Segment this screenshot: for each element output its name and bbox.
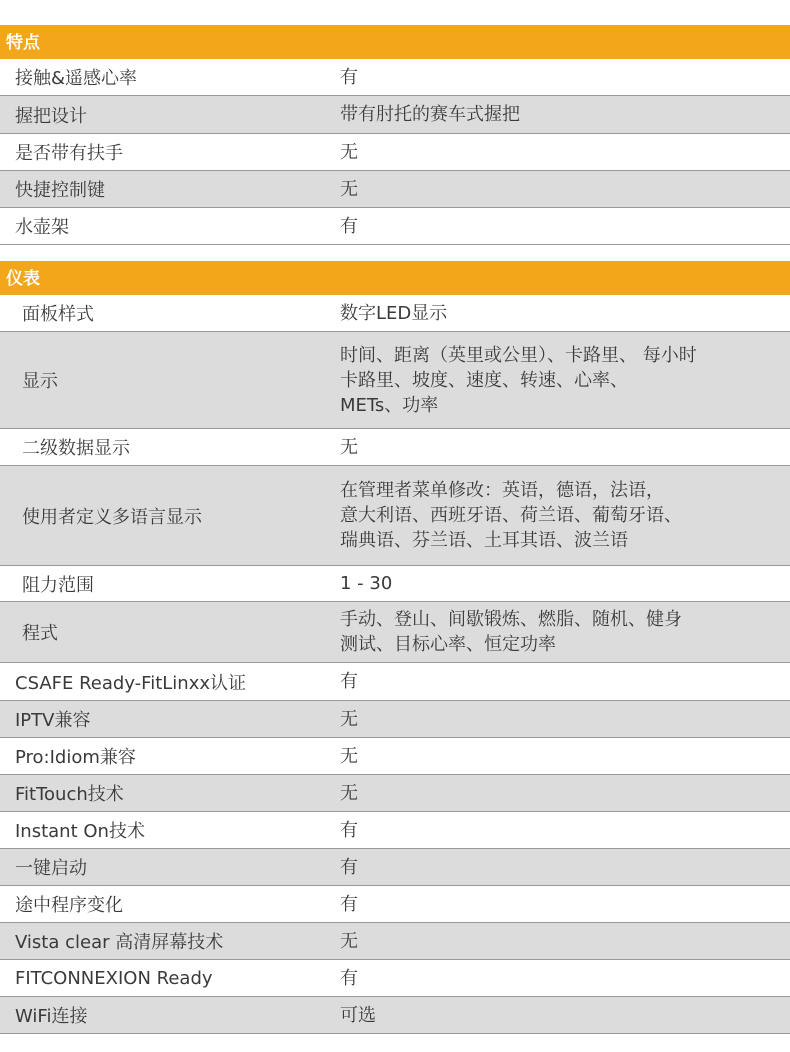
spec-value bbox=[340, 738, 790, 774]
spec-value-line: 1 - 30 bbox=[340, 573, 393, 594]
spec-value bbox=[340, 295, 790, 331]
spec-value-line: 无 bbox=[340, 708, 358, 730]
spec-value bbox=[340, 134, 790, 170]
spec-value-line: 时间、距离（英里或公里）、卡路里、 每小时 bbox=[340, 344, 697, 366]
section-header: 特点 bbox=[0, 25, 790, 59]
spec-label: WiFi连接 bbox=[15, 1006, 88, 1027]
spec-value-line: 数字LED显示 bbox=[340, 302, 448, 324]
spec-value-line: 有 bbox=[340, 856, 358, 878]
spec-value-line: 带有肘托的赛车式握把 bbox=[340, 104, 520, 125]
spec-value bbox=[340, 663, 790, 700]
spec-label: 水壶架 bbox=[15, 217, 69, 238]
spec-value bbox=[340, 602, 790, 662]
spec-value-line: 有 bbox=[340, 893, 358, 915]
spec-row bbox=[0, 663, 790, 701]
spec-row bbox=[0, 566, 790, 602]
spec-label: 接触&遥感心率 bbox=[15, 68, 138, 89]
spec-row bbox=[0, 208, 790, 245]
spec-value-line: 无 bbox=[340, 141, 358, 163]
spec-value bbox=[340, 171, 790, 207]
spec-value bbox=[340, 960, 790, 996]
spec-label: CSAFE Ready-FitLinxx认证 bbox=[15, 672, 246, 694]
spec-row bbox=[0, 997, 790, 1034]
spec-label: 途中程序变化 bbox=[15, 895, 123, 916]
spec-value bbox=[340, 332, 790, 428]
spec-value-line: 意大利语、西班牙语、荷兰语、葡萄牙语、 bbox=[340, 505, 682, 526]
spec-value bbox=[340, 923, 790, 959]
spec-label: Pro:Idiom兼容 bbox=[15, 747, 136, 768]
spec-table bbox=[0, 25, 790, 1034]
spec-label: 程式 bbox=[22, 623, 58, 644]
spec-value-line: 有 bbox=[340, 671, 358, 692]
spec-label: IPTV兼容 bbox=[15, 710, 91, 731]
spec-value bbox=[340, 466, 790, 565]
spec-label: 握把设计 bbox=[15, 105, 87, 127]
spec-label: FitTouch技术 bbox=[15, 784, 124, 805]
spec-row bbox=[0, 171, 790, 208]
spec-value-line: METs、功率 bbox=[340, 394, 439, 416]
spec-label: 二级数据显示 bbox=[22, 438, 130, 459]
spec-row bbox=[0, 466, 790, 566]
spec-value-line: 有 bbox=[340, 819, 358, 841]
spec-label: 快捷控制键 bbox=[15, 180, 105, 201]
spec-value-line: 手动、登山、间歇锻炼、燃脂、随机、健身 bbox=[340, 609, 682, 630]
spec-value bbox=[340, 59, 790, 95]
spec-row bbox=[0, 849, 790, 886]
spec-row bbox=[0, 295, 790, 332]
spec-value-line: 卡路里、坡度、速度、转速、心率、 bbox=[340, 369, 628, 391]
spec-row bbox=[0, 701, 790, 738]
spec-row bbox=[0, 960, 790, 997]
spec-label: 一键启动 bbox=[15, 858, 87, 879]
spec-value-line: 可选 bbox=[340, 1004, 376, 1026]
spec-value-line: 无 bbox=[340, 178, 358, 200]
spec-value-line: 有 bbox=[340, 967, 358, 989]
spec-value-line: 无 bbox=[340, 782, 358, 804]
spec-value bbox=[340, 812, 790, 848]
spec-value bbox=[340, 775, 790, 811]
spec-value bbox=[340, 96, 790, 133]
spec-row bbox=[0, 775, 790, 812]
spec-label: 面板样式 bbox=[22, 304, 94, 325]
spec-row bbox=[0, 134, 790, 171]
spec-label: Instant On技术 bbox=[15, 821, 145, 842]
spec-value-line: 无 bbox=[340, 436, 358, 458]
spec-value bbox=[340, 566, 790, 601]
spec-row bbox=[0, 812, 790, 849]
spec-label: 是否带有扶手 bbox=[15, 143, 123, 164]
spec-label: Vista clear 高清屏幕技术 bbox=[15, 932, 224, 953]
spec-value-line: 在管理者菜单修改：英语，德语，法语， bbox=[340, 480, 664, 501]
spec-row bbox=[0, 886, 790, 923]
spec-value bbox=[340, 429, 790, 465]
spec-value bbox=[340, 886, 790, 922]
spec-row bbox=[0, 96, 790, 134]
spec-value bbox=[340, 997, 790, 1033]
spec-row bbox=[0, 332, 790, 429]
spec-row bbox=[0, 738, 790, 775]
spec-row bbox=[0, 429, 790, 466]
spec-value-line: 无 bbox=[340, 745, 358, 767]
section-header: 仪表 bbox=[0, 261, 790, 295]
spec-value-line: 有 bbox=[340, 215, 358, 237]
spec-row bbox=[0, 923, 790, 960]
spec-label: 使用者定义多语言显示 bbox=[22, 506, 202, 528]
spec-value-line: 无 bbox=[340, 930, 358, 952]
spec-value-line: 瑞典语、芬兰语、土耳其语、波兰语 bbox=[340, 530, 628, 551]
spec-value-line: 测试、目标心率、恒定功率 bbox=[340, 634, 556, 655]
spec-label: 阻力范围 bbox=[22, 574, 94, 596]
spec-label: 显示 bbox=[22, 371, 58, 392]
section-spacer bbox=[0, 245, 790, 261]
spec-value bbox=[340, 208, 790, 244]
spec-row bbox=[0, 59, 790, 96]
spec-value bbox=[340, 849, 790, 885]
spec-row bbox=[0, 602, 790, 663]
spec-value-line: 有 bbox=[340, 66, 358, 88]
spec-value bbox=[340, 701, 790, 737]
spec-label: FITCONNEXION Ready bbox=[15, 967, 213, 989]
